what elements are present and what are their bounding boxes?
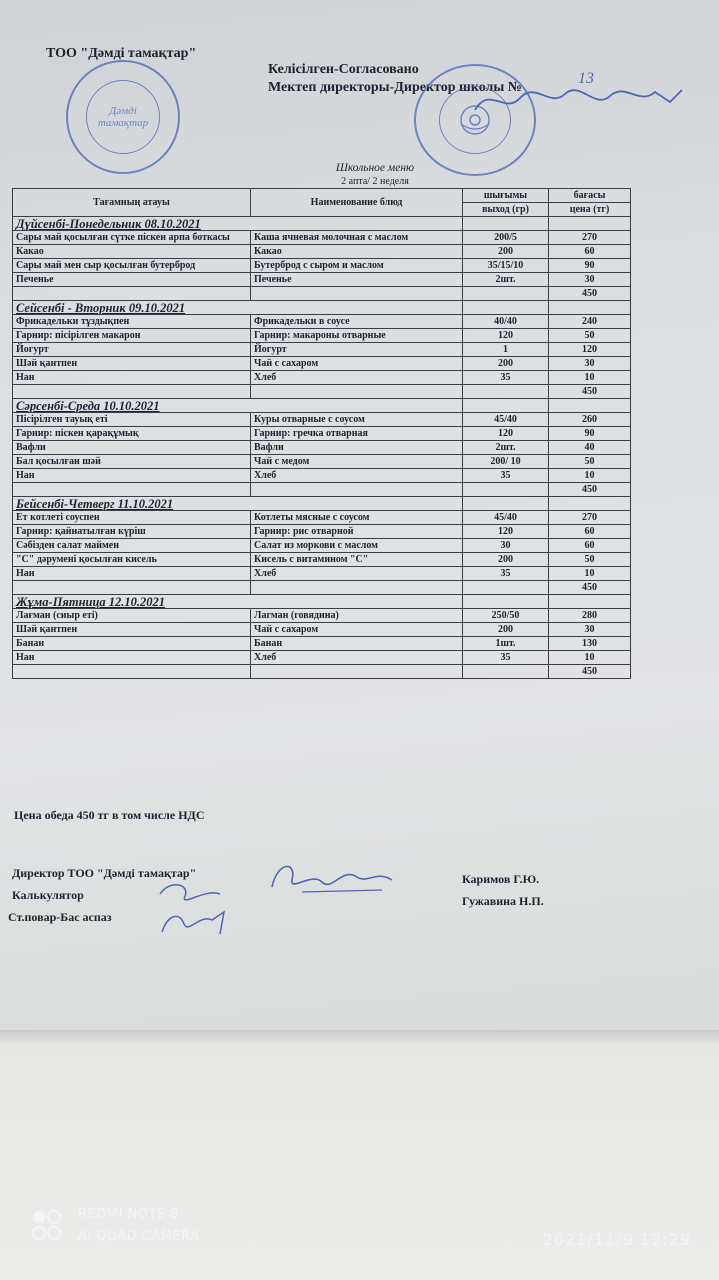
empty-cell [463,483,549,497]
dish-name-kaz: Гарнир: қайнатылған күріш [13,525,251,539]
day-title: Бейсенбі-Четверг 11.10.2021 [13,497,463,511]
dish-name-kaz: Сары май мен сыр қосылған бутерброд [13,259,251,273]
menu-row [13,343,631,357]
dish-name-kaz: Гарнир: пісірілген макарон [13,329,251,343]
dish-name-ru: Котлеты мясные с соусом [251,511,463,525]
dish-name-ru: Чай с медом [251,455,463,469]
dish-name-kaz: Пісірілген тауық еті [13,413,251,427]
dish-yield: 2шт. [463,273,549,287]
menu-row [13,329,631,343]
menu-row [13,567,631,581]
menu-row [13,371,631,385]
menu-row [13,553,631,567]
col-yield-ru: выход (гр) [463,203,549,217]
empty-cell [463,385,549,399]
dish-price: 10 [549,651,631,665]
menu-row [13,259,631,273]
price-note: Цена обеда 450 тг в том числе НДС [14,808,205,822]
menu-row [13,637,631,651]
menu-row [13,441,631,455]
dish-name-ru: Хлеб [251,651,463,665]
empty-cell [251,287,463,301]
dish-yield: 120 [463,427,549,441]
dish-yield: 35 [463,371,549,385]
day-title: Жұма-Пятница 12.10.2021 [13,595,463,609]
col-price-ru: цена (тг) [549,203,631,217]
dish-yield: 35/15/10 [463,259,549,273]
week-label: 2 апта/ 2 неделя [341,176,409,187]
dish-name-ru: Куры отварные с соусом [251,413,463,427]
day-total: 450 [549,287,631,301]
dish-yield: 200 [463,623,549,637]
day-total-row [13,483,631,497]
dish-yield: 35 [463,567,549,581]
dish-price: 60 [549,245,631,259]
dish-price: 10 [549,371,631,385]
menu-row [13,511,631,525]
dish-name-kaz: Бал қосылған шәй [13,455,251,469]
dish-price: 240 [549,315,631,329]
dish-name-ru: Лагман (говядина) [251,609,463,623]
dish-price: 50 [549,455,631,469]
dish-name-kaz: Шәй қантпен [13,623,251,637]
col-kaz-name: Тағамның атауы [13,189,251,217]
dish-name-ru: Кисель с витамином "С" [251,553,463,567]
menu-row [13,469,631,483]
dish-yield: 30 [463,539,549,553]
dish-price: 40 [549,441,631,455]
dish-yield: 250/50 [463,609,549,623]
dish-name-ru: Салат из моркови с маслом [251,539,463,553]
dish-name-ru: Чай с сахаром [251,357,463,371]
menu-row [13,357,631,371]
dish-name-ru: Хлеб [251,371,463,385]
dish-price: 10 [549,567,631,581]
dish-name-ru: Гарнир: рис отварной [251,525,463,539]
empty-cell [463,497,549,511]
dish-name-ru: Каша ячневая молочная с маслом [251,231,463,245]
menu-row [13,623,631,637]
empty-cell [463,287,549,301]
dish-name-kaz: Сары май қосылған сүтке піскен арпа боткасы [13,231,251,245]
director-label: Мектеп директоры-Директор школы № [268,80,522,95]
dish-name-kaz: Лағман (сиыр еті) [13,609,251,623]
empty-cell [549,301,631,315]
dish-yield: 200/5 [463,231,549,245]
table-header-row [13,189,631,203]
menu-row [13,525,631,539]
empty-cell [463,581,549,595]
dish-yield: 120 [463,525,549,539]
company-name: ТОО "Дәмді тамақтар" [46,46,197,61]
dish-name-ru: Гарнир: гречка отварная [251,427,463,441]
dish-price: 270 [549,231,631,245]
signature-role-chef: Ст.повар-Бас аспаз [8,910,112,924]
calculator-signature [150,874,240,940]
col-ru-name: Наименование блюд [251,189,463,217]
dish-name-kaz: Вафли [13,441,251,455]
col-price-kz: бағасы [549,189,631,203]
dish-name-ru: Гарнир: макароны отварные [251,329,463,343]
dish-name-ru: Фрикадельки в соусе [251,315,463,329]
director-signature [470,80,690,120]
dish-yield: 40/40 [463,315,549,329]
day-total: 450 [549,581,631,595]
menu-table [12,188,631,679]
paper-edge [0,1030,719,1044]
day-header-row [13,399,631,413]
dish-price: 50 [549,329,631,343]
dish-name-kaz: Банан [13,637,251,651]
menu-title: Школьное меню [335,162,415,174]
school-number: 13 [578,70,594,87]
menu-row [13,245,631,259]
dish-price: 270 [549,511,631,525]
dish-yield: 200 [463,553,549,567]
dish-yield: 200/ 10 [463,455,549,469]
empty-cell [549,217,631,231]
empty-cell [251,385,463,399]
dish-price: 10 [549,469,631,483]
dish-name-ru: Хлеб [251,567,463,581]
dish-name-kaz: "С" дәрумені қосылған кисель [13,553,251,567]
photo-datetime: 2021/11/9 12:29 [542,1230,691,1249]
director-ltd-signature [262,852,402,902]
day-total-row [13,665,631,679]
signature-role-director: Директор ТОО "Дәмді тамақтар" [12,866,197,880]
empty-cell [13,581,251,595]
dish-name-ru: Хлеб [251,469,463,483]
empty-cell [13,287,251,301]
col-yield-kz: шығымы [463,189,549,203]
dish-name-kaz: Нан [13,567,251,581]
dish-price: 120 [549,343,631,357]
menu-row [13,651,631,665]
approval-label: Келісілген-Согласовано [268,62,419,77]
dish-price: 90 [549,259,631,273]
signature-name-calculator: Гужавина Н.П. [462,894,544,908]
empty-cell [251,665,463,679]
empty-cell [549,595,631,609]
stamp-text: Дәмді тамақтар [97,105,149,129]
day-total-row [13,287,631,301]
menu-row [13,231,631,245]
dish-yield: 1шт. [463,637,549,651]
dish-price: 30 [549,273,631,287]
dish-yield: 45/40 [463,511,549,525]
dish-name-kaz: Сәбізден салат маймен [13,539,251,553]
dish-name-kaz: Печенье [13,273,251,287]
dish-price: 130 [549,637,631,651]
day-total-row [13,385,631,399]
company-stamp [66,60,180,174]
empty-cell [463,595,549,609]
menu-row [13,539,631,553]
camera-subtitle: AI QUAD CAMERA [78,1229,200,1244]
menu-row [13,609,631,623]
day-header-row [13,595,631,609]
menu-row [13,455,631,469]
empty-cell [549,497,631,511]
dish-name-kaz: Нан [13,469,251,483]
dish-price: 280 [549,609,631,623]
empty-cell [463,301,549,315]
dish-yield: 35 [463,469,549,483]
dish-yield: 45/40 [463,413,549,427]
dish-price: 60 [549,539,631,553]
dish-yield: 1 [463,343,549,357]
day-total: 450 [549,665,631,679]
dish-name-kaz: Гарнир: піскен қарақұмық [13,427,251,441]
day-title: Сәрсенбі-Среда 10.10.2021 [13,399,463,413]
dish-yield: 200 [463,357,549,371]
dish-name-ru: Вафли [251,441,463,455]
signature-role-calculator: Калькулятор [12,888,84,902]
dish-name-ru: Чай с сахаром [251,623,463,637]
empty-cell [549,399,631,413]
dish-name-ru: Банан [251,637,463,651]
dish-price: 30 [549,357,631,371]
empty-cell [463,399,549,413]
day-total: 450 [549,483,631,497]
dish-yield: 120 [463,329,549,343]
empty-cell [13,483,251,497]
day-title: Сейсенбі - Вторник 09.10.2021 [13,301,463,315]
empty-cell [251,483,463,497]
menu-row [13,427,631,441]
day-total-row [13,581,631,595]
empty-cell [13,665,251,679]
dish-price: 50 [549,553,631,567]
day-total: 450 [549,385,631,399]
empty-cell [463,665,549,679]
dish-name-ru: Печенье [251,273,463,287]
dish-yield: 2шт. [463,441,549,455]
empty-cell [251,581,463,595]
dish-name-ru: Бутерброд с сыром и маслом [251,259,463,273]
dish-yield: 35 [463,651,549,665]
dish-price: 30 [549,623,631,637]
dish-name-kaz: Шәй қантпен [13,357,251,371]
menu-row [13,315,631,329]
empty-cell [13,385,251,399]
dish-name-kaz: Нан [13,371,251,385]
menu-row [13,413,631,427]
dish-name-kaz: Фрикадельки тұздықпен [13,315,251,329]
dish-name-ru: Йогурт [251,343,463,357]
camera-watermark-icon [30,1208,64,1242]
day-header-row [13,497,631,511]
menu-row [13,273,631,287]
dish-yield: 200 [463,245,549,259]
day-header-row [13,301,631,315]
dish-price: 90 [549,427,631,441]
dish-price: 260 [549,413,631,427]
dish-name-kaz: Какао [13,245,251,259]
empty-cell [463,217,549,231]
dish-price: 60 [549,525,631,539]
signature-name-director: Каримов Г.Ю. [462,872,540,886]
dish-name-ru: Какао [251,245,463,259]
day-header-row [13,217,631,231]
camera-model: REDMI NOTE 8 [78,1207,179,1222]
dish-name-kaz: Нан [13,651,251,665]
dish-name-kaz: Ет котлеті соуспен [13,511,251,525]
dish-name-kaz: Йогурт [13,343,251,357]
day-title: Дүйсенбі-Понедельник 08.10.2021 [13,217,463,231]
